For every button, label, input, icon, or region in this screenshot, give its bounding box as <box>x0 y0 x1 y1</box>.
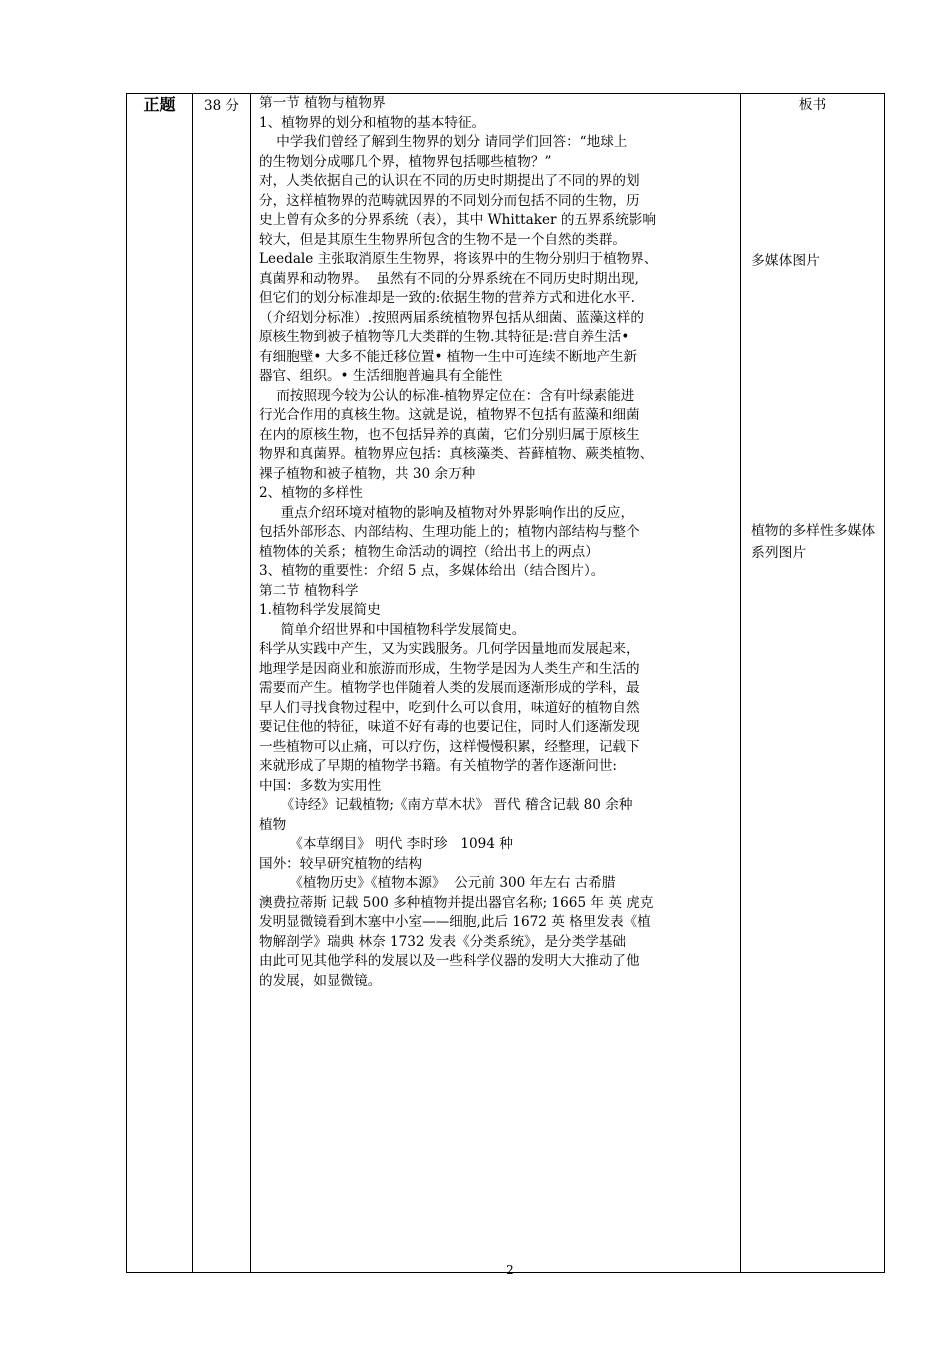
content-line: 器官、组织。• 生活细胞普遍具有全能性 <box>259 368 503 384</box>
content-line: 简单介绍世界和中国植物科学发展简史。 <box>259 621 526 638</box>
content-line: 一些植物可以止痛，可以疗伤，这样慢慢积累，经整理，记载下 <box>259 738 640 755</box>
content-line: 真菌界和动物界。 虽然有不同的分界系统在不同历史时期出现, <box>259 270 639 287</box>
content-line: 中国：多数为实用性 <box>259 777 382 794</box>
content-cell <box>251 94 741 1273</box>
content-line: 中学我们曾经了解到生物界的划分 请同学们回答：“地球上 <box>259 134 628 150</box>
content-line: 2、植物的多样性 <box>259 485 363 501</box>
content-line: 史上曾有众多的分界系统（表），其中 Whittaker 的五界系统影响 <box>259 212 656 228</box>
content-line: 包括外部形态、内部结构、生理功能上的；植物内部结构与整个 <box>259 524 640 540</box>
content-line: 植物体的关系；植物生命活动的调控（给出书上的两点） <box>259 543 599 560</box>
content-line: 行光合作用的真核生物。这就是说，植物界不包括有蓝藻和细菌 <box>259 407 640 423</box>
content-line: 的发展，如显微镜。 <box>259 972 382 989</box>
time-allocation: 38 分 <box>204 98 239 114</box>
content-line: 需要而产生。植物学也伴随着人类的发展而逐渐形成的学科，最 <box>259 680 640 696</box>
content-line: 第二节 植物科学 <box>259 582 359 599</box>
content-body <box>259 94 736 991</box>
lesson-plan-table <box>126 93 885 1273</box>
content-line: 植物 <box>259 816 287 833</box>
table-row <box>127 94 885 1273</box>
notes-cell <box>741 94 885 1273</box>
content-line: 分，这样植物界的范畴就因界的不同划分而包括不同的生物，历 <box>259 192 640 209</box>
content-line: 较大，但是其原生生物界所包含的生物不是一个自然的类群。 <box>259 231 627 248</box>
content-line: 《本草纲目》 明代 李时珍 1094 种 <box>259 836 513 852</box>
content-line: 但它们的划分标准却是一致的:依据生物的营养方式和进化水平. <box>259 290 635 306</box>
content-line: 物界和真菌界。植物界应包括：真核藻类、苔藓植物、蕨类植物、 <box>259 446 654 462</box>
content-line: 原核生物到被子植物等几大类群的生物.其特征是:营自养生活• <box>259 329 630 345</box>
content-line: 《诗经》记载植物;《南方草木状》 晋代 稽含记载 80 余种 <box>259 797 633 813</box>
content-line: 1、植物界的划分和植物的基本特征。 <box>259 114 486 131</box>
content-line: 第一节 植物与植物界 <box>259 95 386 111</box>
content-line: 要记住他的特征，味道不好有毒的也要记住，同时人们逐渐发现 <box>259 719 640 735</box>
time-cell <box>193 94 251 1273</box>
content-line: 而按照现今较为公认的标准-植物界定位在：含有叶绿素能进 <box>259 387 635 404</box>
content-line: 1.植物科学发展简史 <box>259 602 381 618</box>
note-blackboard: 板书 <box>798 97 827 113</box>
content-line: 对，人类依据自己的认识在不同的历史时期提出了不同的界的划 <box>259 173 640 189</box>
content-line: 地理学是因商业和旅游而形成，生物学是因为人类生产和生活的 <box>259 660 640 677</box>
note-diversity-series: 植物的多样性多媒体系列图片 <box>751 523 876 561</box>
content-line: 有细胞壁• 大多不能迁移位置• 植物一生中可连续不断地产生新 <box>259 348 638 365</box>
page-number: 2 <box>506 1263 514 1277</box>
content-line: （介绍划分标准）.按照两届系统植物界包括从细菌、蓝藻这样的 <box>259 309 644 326</box>
content-line: 澳费拉蒂斯 记载 500 多种植物并提出器官名称; 1665 年 英 虎克 <box>259 894 654 911</box>
content-line: 由此可见其他学科的发展以及一些科学仪器的发明大大推动了他 <box>259 953 640 969</box>
content-line: 裸子植物和被子植物，共 30 余万种 <box>259 465 476 482</box>
section-cell <box>127 94 193 1273</box>
content-line: 早人们寻找食物过程中，吃到什么可以食用，味道好的植物自然 <box>259 699 640 716</box>
content-line: 物解剖学》瑞典 林奈 1732 发表《分类系统》，是分类学基础 <box>259 933 627 950</box>
content-line: Leedale 主张取消原生生物界，将该界中的生物分别归于植物界、 <box>259 251 658 267</box>
content-line: 的生物划分成哪几个界，植物界包括哪些植物？” <box>259 153 552 170</box>
content-line: 3、植物的重要性：介绍 5 点，多媒体给出（结合图片）。 <box>259 563 605 579</box>
note-multimedia-images: 多媒体图片 <box>751 253 820 269</box>
content-line: 《植物历史》《植物本源》 公元前 300 年左右 古希腊 <box>259 875 616 891</box>
content-line: 重点介绍环境对植物的影响及植物对外界影响作出的反应， <box>259 504 635 521</box>
content-line: 来就形成了早期的植物学书籍。有关植物学的著作逐渐问世: <box>259 758 618 774</box>
section-label: 正题 <box>143 95 176 114</box>
content-line: 发明显微镜看到木塞中小室——细胞,此后 1672 英 格里发表《植 <box>259 914 651 930</box>
content-line: 在内的原核生物，也不包括异养的真菌，它们分别归属于原核生 <box>259 426 640 443</box>
content-line: 国外：较早研究植物的结构 <box>259 855 423 872</box>
content-line: 科学从实践中产生，又为实践服务。几何学因量地而发展起来， <box>259 641 640 657</box>
